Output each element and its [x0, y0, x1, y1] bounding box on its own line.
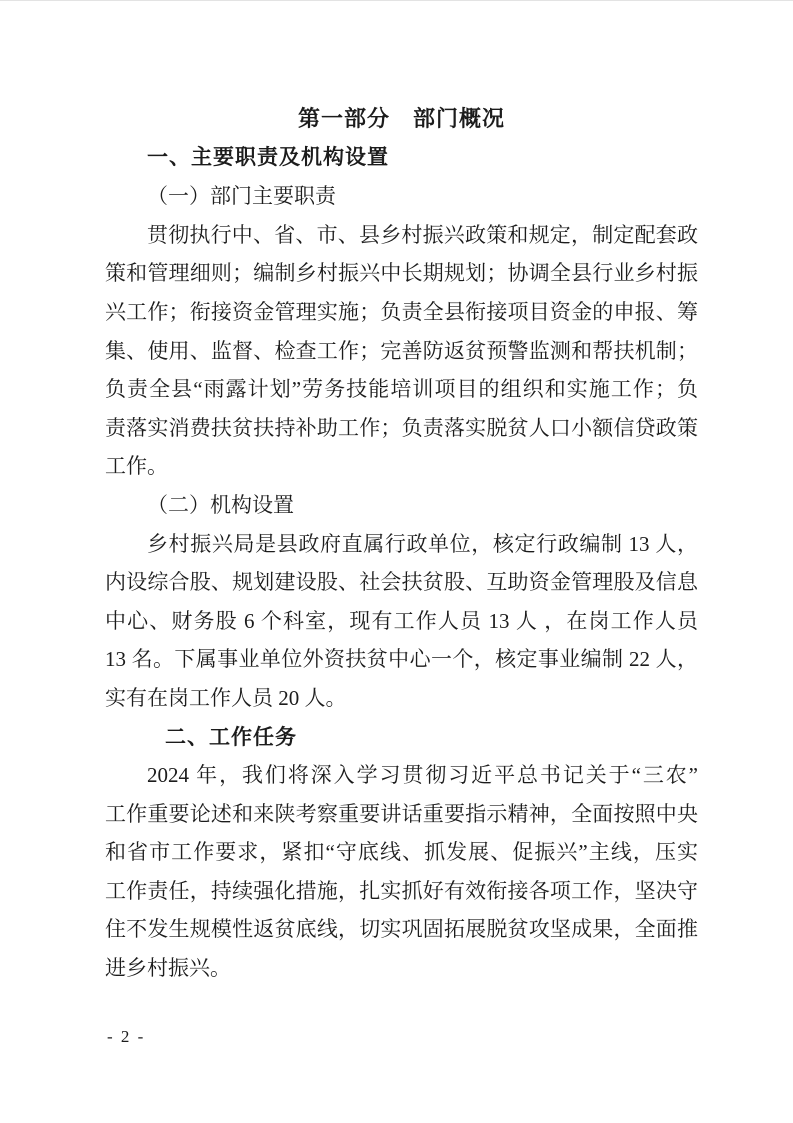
para1-line: 贯彻执行中、省、市、县乡村振兴政策和规定，制定配套政: [147, 222, 698, 247]
section2-heading: 二、工作任务: [165, 724, 297, 749]
doc-title: 第一部分 部门概况: [297, 106, 505, 131]
para3-line: 工作重要论述和来陕考察重要讲话重要指示精神，全面按照中央: [105, 801, 698, 826]
para2-line: 乡村振兴局是县政府直属行政单位，核定行政编制 13 人，: [147, 531, 698, 556]
para2-line: 中心、财务股 6 个科室，现有工作人员 13 人 ，在岗工作人员: [105, 608, 698, 633]
document-body: [105, 100, 698, 988]
para1-line: 负责全县“雨露计划”劳务技能培训项目的组织和实施工作；负: [105, 377, 698, 402]
para3-line: 进乡村振兴。: [105, 956, 231, 981]
para3-line: 和省市工作要求，紧扣“守底线、抓发展、促振兴”主线，压实: [105, 840, 698, 865]
section1-sub2-heading: （二）机构设置: [147, 492, 294, 517]
para2-line: 内设综合股、规划建设股、社会扶贫股、互助资金管理股及信息: [105, 570, 698, 595]
para3-line: 住不发生规模性返贫底线，切实巩固拓展脱贫攻坚成果，全面推: [105, 917, 698, 942]
page-number: - 2 -: [107, 1027, 146, 1046]
para1-line: 集、使用、监督、检查工作；完善防返贫预警监测和帮扶机制；: [105, 338, 698, 363]
para2-line: 13 名。下属事业单位外资扶贫中心一个，核定事业编制 22 人，: [105, 647, 698, 672]
para1-line: 工作。: [105, 454, 168, 479]
para1-line: 兴工作；衔接资金管理实施；负责全县衔接项目资金的申报、筹: [105, 299, 698, 324]
section1-heading: 一、主要职责及机构设置: [147, 145, 389, 169]
para2-line: 实有在岗工作人员 20 人。: [105, 685, 347, 710]
para3-line: 工作责任，持续强化措施，扎实抓好有效衔接各项工作，坚决守: [105, 878, 698, 903]
para1-line: 责落实消费扶贫扶持补助工作；负责落实脱贫人口小额信贷政策: [105, 415, 698, 440]
para3-line: 2024 年，我们将深入学习贯彻习近平总书记关于“三农”: [147, 763, 698, 788]
para1-line: 策和管理细则；编制乡村振兴中长期规划；协调全县行业乡村振: [105, 261, 698, 286]
section1-sub1-heading: （一）部门主要职责: [147, 184, 336, 209]
